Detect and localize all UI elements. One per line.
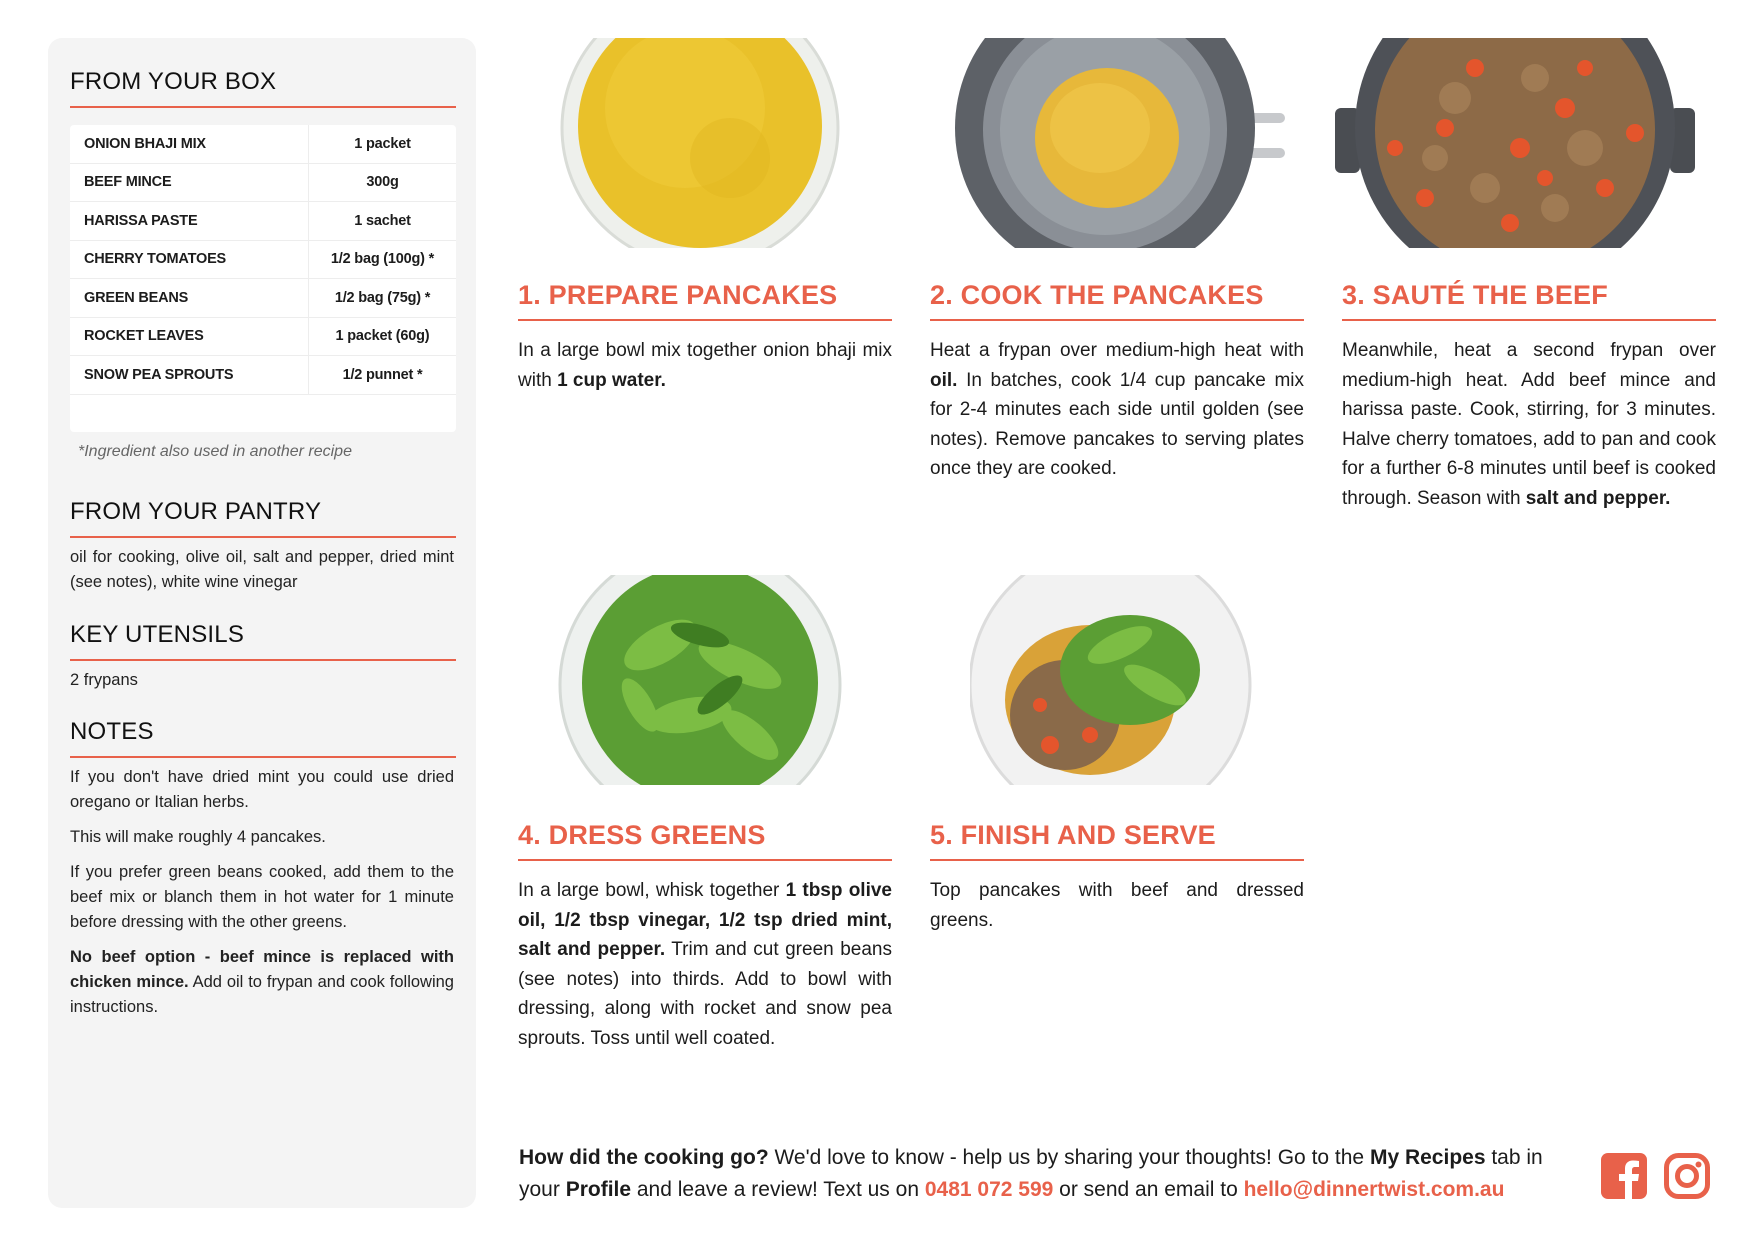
note-item: This will make roughly 4 pancakes.	[70, 828, 326, 846]
step-3-title: 3. SAUTÉ THE BEEF	[1342, 280, 1716, 321]
step-text-bold: salt and pepper.	[1525, 487, 1671, 509]
step-5-photo	[970, 575, 1260, 785]
facebook-icon[interactable]	[1601, 1153, 1649, 1201]
table-row	[70, 279, 456, 318]
ingredient-name: SNOW PEA SPROUTS	[84, 366, 234, 383]
table-row	[70, 356, 456, 395]
step-3-body	[1342, 336, 1716, 513]
step-4-title: 4. DRESS GREENS	[518, 820, 892, 861]
step-text: Top pancakes with beef and dressed greens.	[930, 880, 1304, 931]
step-2-title: 2. COOK THE PANCAKES	[930, 280, 1304, 321]
notes-heading: NOTES	[70, 718, 456, 758]
step-text: In a large bowl mix together onion bhaji mix with	[518, 340, 892, 391]
step-3-photo	[1335, 38, 1695, 248]
step-text: Trim and cut green beans (see notes) into thirds. Add to bowl with dressing, along with rocket and snow pea sprouts. Toss until well coated.	[518, 939, 892, 1049]
ingredient-qty: 300g	[308, 164, 456, 202]
step-1-title: 1. PREPARE PANCAKES	[518, 280, 892, 321]
step-text: In a large bowl, whisk together	[518, 880, 786, 901]
footer-text: tab in your	[519, 1146, 1543, 1201]
ingredient-qty: 1 packet	[308, 125, 456, 163]
step-text-bold: 1 cup water.	[557, 369, 666, 391]
pantry-text: oil for cooking, olive oil, salt and pepper, dried mint (see notes), white wine vinegar	[70, 548, 454, 591]
ingredients-sidebar	[48, 38, 476, 1208]
footer-text: or send an email to	[1053, 1177, 1244, 1201]
ingredient-name: HARISSA PASTE	[84, 212, 198, 229]
step-text: Meanwhile, heat a second frypan over medium-high heat. Add beef mince and harissa paste. Cook, stirring, for 3 minutes. Halve cherry tomatoes, add to pan and cook for a further 6-8 minutes until beef is cooked through. Season with	[1342, 340, 1716, 509]
ingredient-name: ROCKET LEAVES	[84, 328, 204, 345]
ingredient-qty: 1 packet (60g)	[308, 318, 456, 356]
note-item	[70, 945, 454, 1020]
phone-link[interactable]: 0481 072 599	[924, 1177, 1054, 1201]
footer-text: We'd love to know - help us by sharing your thoughts! Go to the	[768, 1146, 1370, 1169]
step-text-bold: 1 tbsp olive oil, 1/2 tbsp vinegar, 1/2 tsp dried mint, salt and pepper.	[518, 880, 892, 960]
footer-text: and leave a review! Text us on	[631, 1177, 925, 1201]
notes-text	[70, 765, 454, 1030]
from-your-box-heading: FROM YOUR BOX	[70, 68, 456, 108]
utensils-heading: KEY UTENSILS	[70, 621, 456, 661]
step-5-title: 5. FINISH AND SERVE	[930, 820, 1304, 861]
profile-label: Profile	[565, 1177, 632, 1201]
table-row	[70, 125, 456, 164]
ingredient-name: ONION BHAJI MIX	[84, 135, 206, 152]
my-recipes-label: My Recipes	[1369, 1146, 1486, 1169]
step-1-body	[518, 336, 892, 395]
note-item: If you don't have dried mint you could use dried oregano or Italian herbs.	[70, 768, 454, 811]
step-text: In batches, cook 1/4 cup pancake mix for 2-4 minutes each side until golden (see notes). Remove pancakes to serving plates once they are cooked.	[930, 369, 1304, 479]
instagram-icon[interactable]	[1664, 1153, 1712, 1201]
note-bold: No beef option - beef mince is replaced with chicken mince.	[70, 948, 454, 991]
table-row	[70, 318, 456, 357]
ingredient-qty: 1/2 bag (75g) *	[308, 279, 456, 317]
table-row	[70, 202, 456, 241]
note-item: If you prefer green beans cooked, add them to the beef mix or blanch them in hot water for 1 minute before dressing with the other greens.	[70, 863, 454, 931]
ingredient-name: GREEN BEANS	[84, 289, 189, 306]
pantry-heading: FROM YOUR PANTRY	[70, 498, 456, 538]
step-2-body	[930, 336, 1304, 484]
feedback-footer	[519, 1142, 1579, 1205]
footnote: *Ingredient also used in another recipe	[78, 443, 352, 460]
ingredient-qty: 1 sachet	[308, 202, 456, 240]
step-4-body	[518, 876, 892, 1053]
table-row	[70, 164, 456, 203]
ingredients-table	[70, 125, 456, 432]
step-4-photo	[550, 575, 850, 785]
step-2-photo	[955, 38, 1285, 248]
utensils-text: 2 frypans	[70, 671, 138, 689]
feedback-question: How did the cooking go?	[519, 1146, 769, 1169]
ingredient-name: CHERRY TOMATOES	[84, 251, 227, 268]
note-rest: Add oil to frypan and cook following instructions.	[70, 973, 454, 1016]
email-link[interactable]: hello@dinnertwist.com.au	[1243, 1177, 1505, 1201]
ingredient-name: BEEF MINCE	[84, 174, 172, 191]
ingredient-qty: 1/2 bag (100g) *	[308, 241, 456, 279]
table-row	[70, 241, 456, 280]
step-5-body	[930, 876, 1304, 935]
step-text-bold: oil.	[930, 369, 958, 391]
ingredient-qty: 1/2 punnet *	[308, 356, 456, 394]
step-1-photo	[555, 38, 855, 248]
step-text: Heat a frypan over medium-high heat with	[930, 340, 1304, 361]
